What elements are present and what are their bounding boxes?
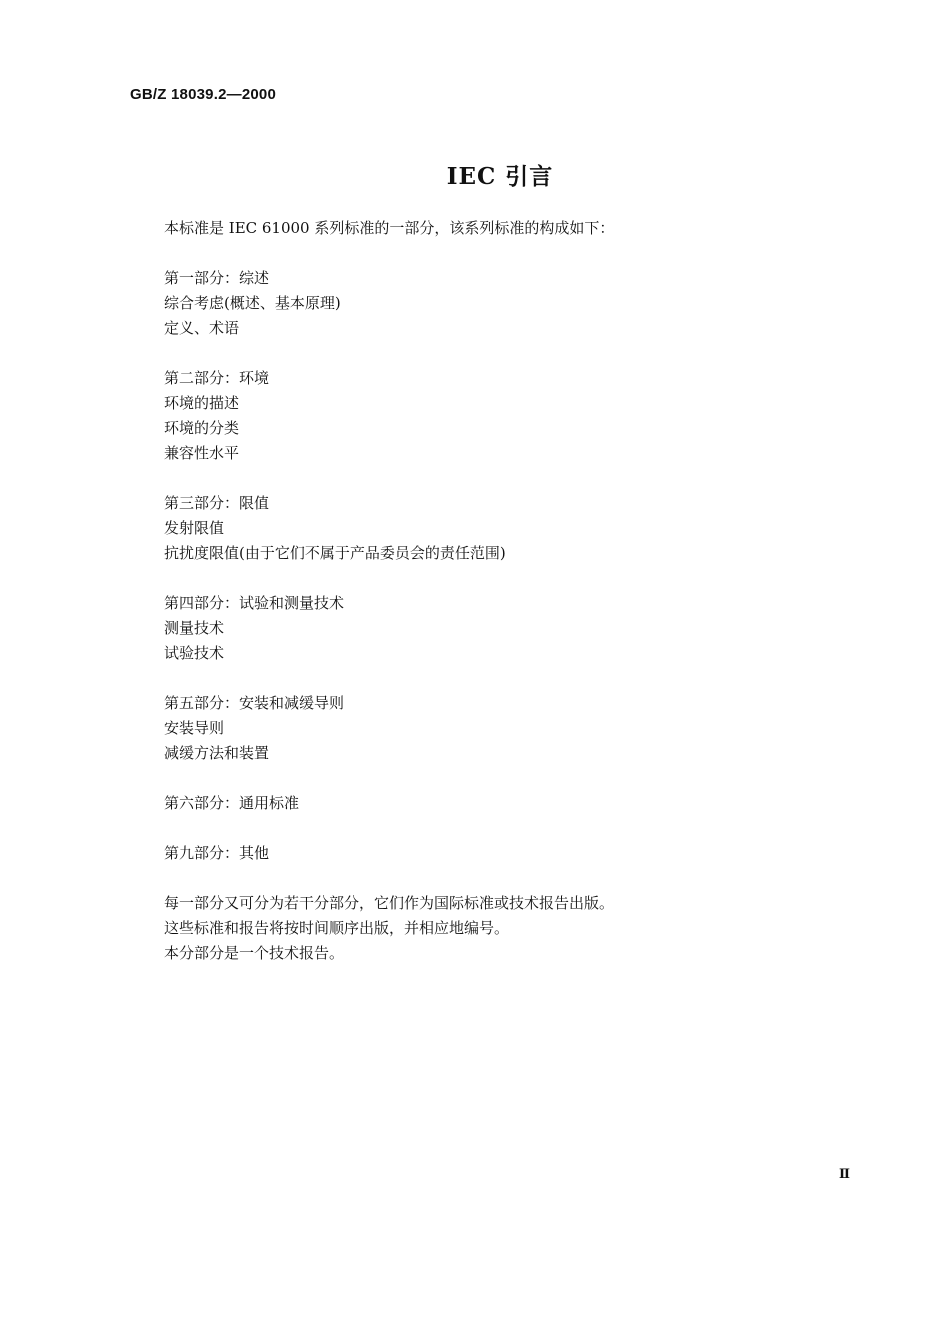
section-item: 环境的描述 [164,394,240,412]
section-item: 发射限值 [164,519,225,537]
closing-line: 这些标准和报告将按时间顺序出版，并相应地编号。 [164,919,510,937]
section-item: 抗扰度限值(由于它们不属于产品委员会的责任范围) [164,544,506,562]
section-part-6 [164,791,864,816]
standard-number: GB/Z 18039.2—2000 [130,86,276,103]
section-part-5 [164,691,864,766]
section-part-1 [164,266,864,341]
page-title: IEC 引言 [446,163,554,190]
section-item: 减缓方法和装置 [164,744,270,762]
section-item: 综合考虑(概述、基本原理) [164,294,341,312]
section-heading: 第三部分：限值 [164,494,270,512]
section-part-2 [164,366,864,466]
section-item: 测量技术 [164,619,225,637]
closing-line: 本分部分是一个技术报告。 [164,944,345,962]
section-heading: 第二部分：环境 [164,369,270,387]
section-item: 定义、术语 [164,319,240,337]
document-body [164,216,864,966]
closing-line: 每一部分又可分为若干分部分，它们作为国际标准或技术报告出版。 [164,894,615,912]
section-heading: 第六部分：通用标准 [164,794,300,812]
section-heading: 第九部分：其他 [164,844,270,862]
section-part-9 [164,841,864,866]
intro-paragraph: 本标准是 IEC 61000 系列标准的一部分，该系列标准的构成如下： [164,219,615,237]
section-item: 试验技术 [164,644,225,662]
section-item: 安装导则 [164,719,225,737]
section-part-3 [164,491,864,566]
section-part-4 [164,591,864,666]
closing-paragraph [164,891,864,966]
section-item: 兼容性水平 [164,444,240,462]
section-item: 环境的分类 [164,419,240,437]
page-number: Ⅱ [839,1167,850,1182]
section-heading: 第一部分：综述 [164,269,270,287]
section-heading: 第五部分：安装和减缓导则 [164,694,345,712]
section-heading: 第四部分：试验和测量技术 [164,594,345,612]
